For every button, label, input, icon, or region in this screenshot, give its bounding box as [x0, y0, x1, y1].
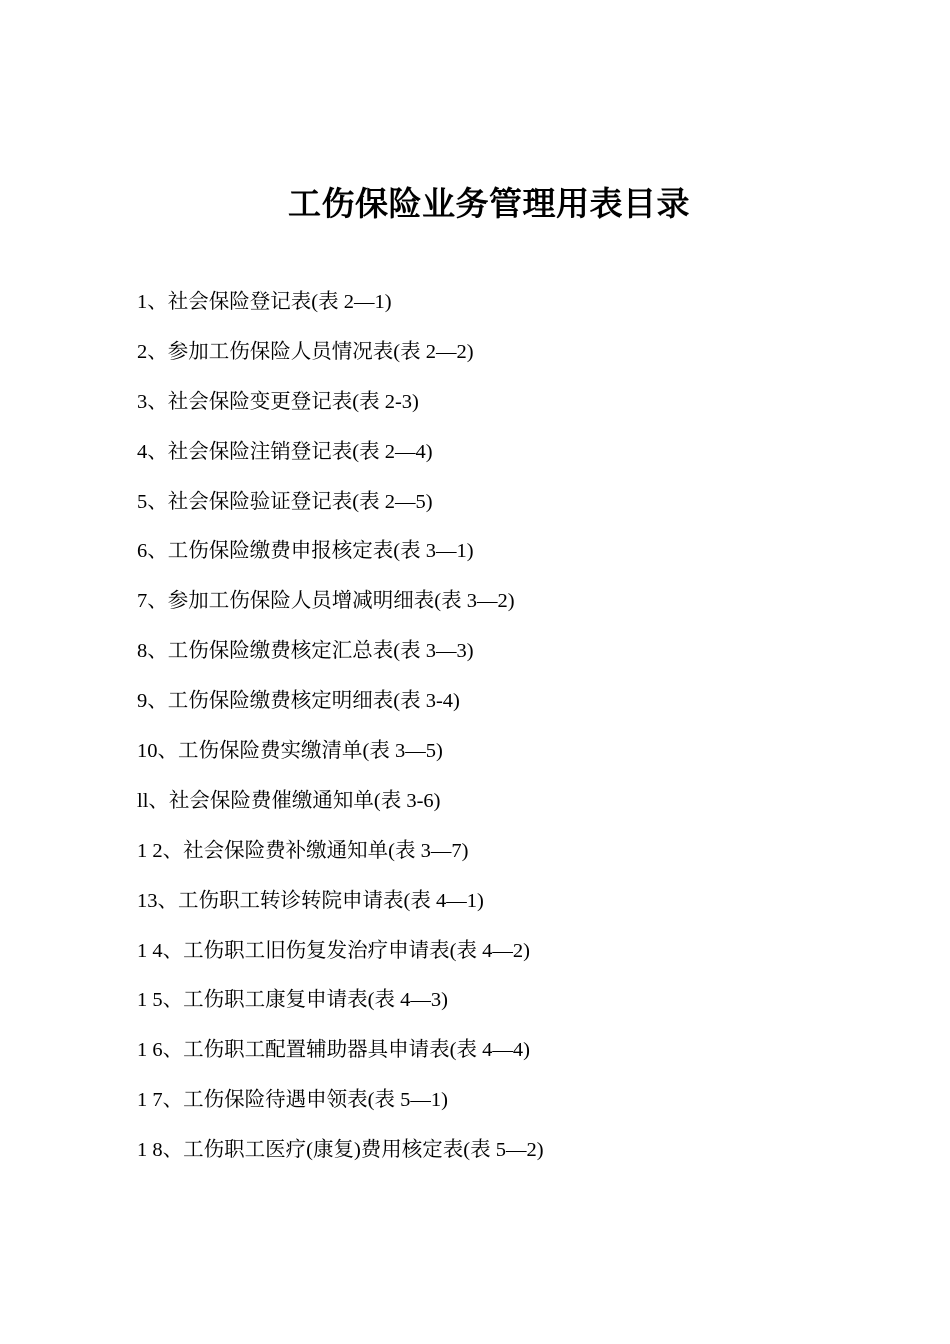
toc-item: 4、社会保险注销登记表(表 2—4): [137, 440, 433, 463]
toc-item: 13、工伤职工转诊转院申请表(表 4—1): [137, 889, 484, 912]
toc-item: 5、社会保险验证登记表(表 2—5): [137, 490, 433, 513]
toc-item: 10、工伤保险费实缴清单(表 3—5): [137, 740, 443, 763]
toc-item: ll、社会保险费催缴通知单(表 3-6): [137, 789, 441, 812]
toc-item: 2、参加工伤保险人员情况表(表 2—2): [137, 340, 474, 363]
toc-item: 6、工伤保险缴费申报核定表(表 3—1): [137, 540, 474, 563]
toc-item: 1 7、工伤保险待遇申领表(表 5—1): [137, 1089, 448, 1112]
toc-item: 1、社会保险登记表(表 2—1): [137, 291, 392, 313]
toc-item: 1 8、工伤职工医疗(康复)费用核定表(表 5—2): [137, 1139, 544, 1162]
toc-item: 1 2、社会保险费补缴通知单(表 3—7): [137, 839, 469, 862]
toc-item: 1 5、工伤职工康复申请表(表 4—3): [137, 989, 448, 1012]
toc-item: 8、工伤保险缴费核定汇总表(表 3—3): [137, 640, 474, 663]
toc-item: 3、社会保险变更登记表(表 2-3): [137, 390, 419, 413]
table-of-contents: [137, 287, 544, 1185]
toc-item: 7、参加工伤保险人员增减明细表(表 3—2): [137, 590, 515, 613]
toc-item: 9、工伤保险缴费核定明细表(表 3-4): [137, 690, 460, 713]
page-title: 工伤保险业务管理用表目录: [288, 187, 690, 223]
toc-item: 1 6、工伤职工配置辅助器具申请表(表 4—4): [137, 1039, 530, 1062]
toc-item: 1 4、工伤职工旧伤复发治疗申请表(表 4—2): [137, 939, 530, 962]
